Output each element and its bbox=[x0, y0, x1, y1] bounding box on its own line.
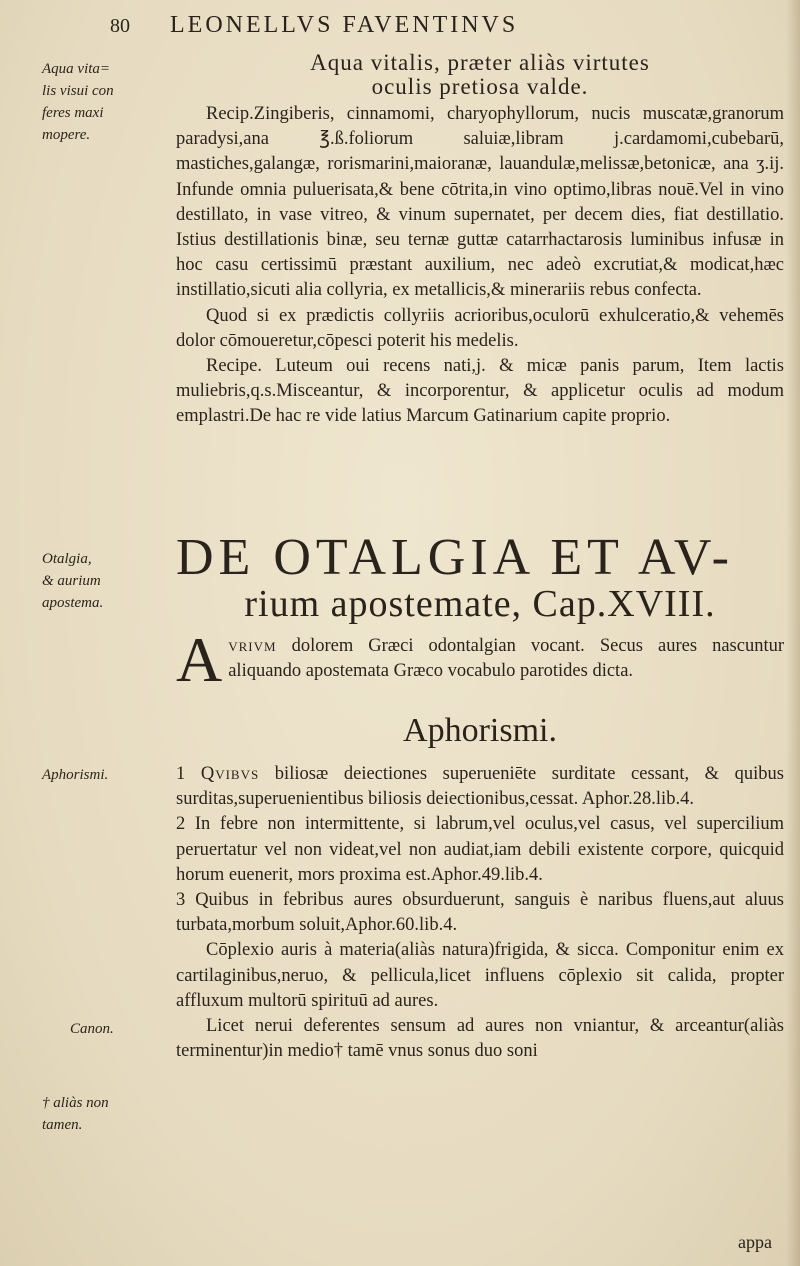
chapter-heading-line2: rium apostemate, Cap.XVIII. bbox=[244, 583, 716, 625]
section1-body bbox=[176, 102, 784, 430]
chapter-heading: DE OTALGIA ET AV- bbox=[176, 529, 735, 586]
paragraph: Recipe. Luteum oui recens nati,j. & micæ panis parum, Item lactis muliebris,q.s.Misceantur, & incorporentur, & applicetur oculis ad modum emplastri.De hac re vide latius Marcum Gatinarium capite proprio. bbox=[176, 356, 784, 427]
paragraph: Cōplexio auris à materia(aliàs natura)frigida, & sicca. Componitur enim ex cartilaginibus,neruo, & pellicula,licet influens cōplexio sit calida, propter affluxum multorū spirituū ad aures. bbox=[176, 940, 784, 1011]
paragraph: Recip.Zingiberis, cinnamomi, charyophyllorum, nucis muscatæ,granorum paradysi,ana ℥.ß.foliorum saluiæ,libram j.cardamomi,cubebarū, mastiches,galangæ, rorismarini,maioranæ, lauandulæ,melissæ,betonicæ, ana ʒ.ij. Infunde omnia puluerisata,& bene cōtrita,in vino optimo,libras nouē.Vel in vino destillato, in vase vitreo, & vinum supernatet, per decem dies, fiat destillatio. Istius destillationis binæ, seu ternæ guttæ catarrhactarosis luminibus infusæ in hoc casu certissimū præstant auxilium, nec adeò excrutiat,& modicat,hæc instillatio,sicuti alia collyria, ex metallicis,& minerariis rebus confecta. bbox=[176, 104, 784, 301]
margin-note-otalgia: Otalgia, & aurium apostema. bbox=[42, 551, 104, 611]
margin-note-aqua-vita: Aqua vita= lis visui con feres maxi mopere. bbox=[42, 61, 114, 143]
section2-body bbox=[176, 624, 784, 695]
aphorisms-body bbox=[176, 762, 784, 1064]
paragraph-with-dropcap: Avrivm dolorem Græci odontalgian vocant. Secus aures nascuntur aliquando apostemata Græco vocabulo parotides dicta. bbox=[176, 624, 784, 695]
page-edge-shadow bbox=[786, 0, 800, 1266]
aphorism-item: 2 In febre non intermittente, si labrum,vel oculus,vel casus, vel supercilium peruertatur vel non videat,vel non audiat,iam debili existente corpore, quicquid horum euenerit, mors proxima est.Aphor.49.lib.4. bbox=[176, 814, 785, 885]
section-title-line2: oculis pretiosa valde. bbox=[371, 74, 589, 99]
aphorism-item: 3 Quibus in febribus aures obsurduerunt, sanguis è naribus fluens,aut aluus turbata,morbum soluit,Aphor.60.lib.4. bbox=[176, 890, 784, 936]
margin-note-aphorismi: Aphorismi. bbox=[42, 767, 109, 783]
aphorismi-heading: Aphorismi. bbox=[403, 712, 557, 749]
aphorism-item: 1 Qvibvs biliosæ deiectiones superueniēte surditate cessant, & quibus surditas,superuenientibus biliosis deiectionibus,cessat. Aphor.28.lib.4. bbox=[176, 764, 784, 810]
drop-cap: A bbox=[176, 624, 223, 695]
paragraph: Licet nerui deferentes sensum ad aures non vniantur, & arceantur(aliàs terminentur)in medio† tamē vnus sonus duo soni bbox=[176, 1016, 784, 1062]
margin-note-alias-non-tamen: † aliàs non tamen. bbox=[42, 1095, 109, 1133]
catchword: appa bbox=[738, 1232, 772, 1252]
running-header bbox=[110, 12, 770, 39]
page-number: 80 bbox=[110, 15, 130, 37]
paragraph: Quod si ex prædictis collyriis acrioribus,oculorū exhulceratio,& vehemēs dolor cōmoueretur,cōpesci poterit his medelis. bbox=[176, 305, 784, 351]
margin-note-canon: Canon. bbox=[70, 1021, 114, 1037]
section-title-line1: Aqua vitalis, præter aliàs virtutes bbox=[310, 50, 650, 75]
running-title: LEONELLVS FAVENTINVS bbox=[170, 12, 519, 38]
